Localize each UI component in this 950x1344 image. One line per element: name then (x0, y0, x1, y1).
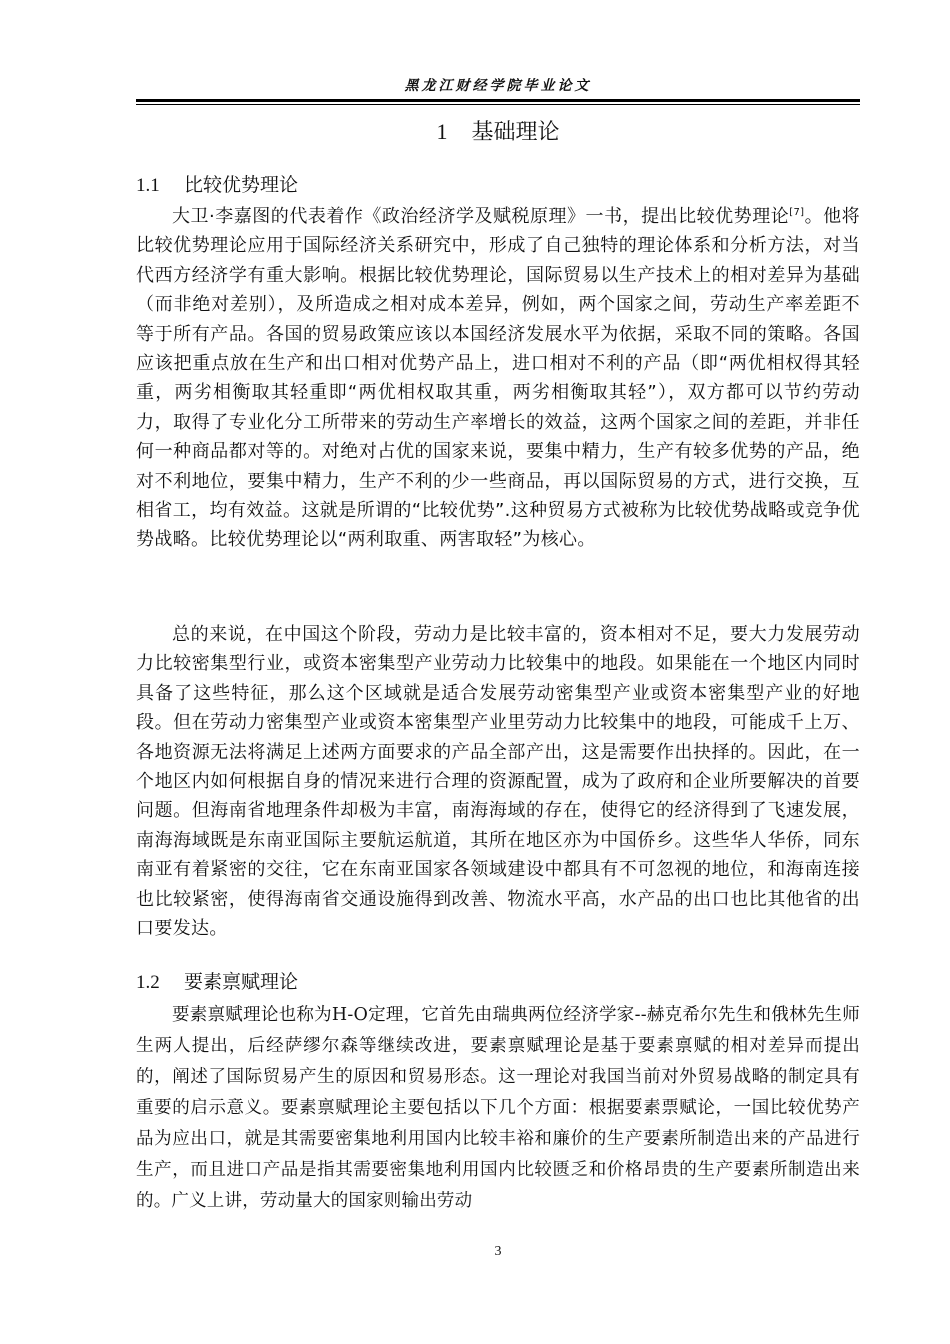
section-heading-1-1 (136, 171, 860, 200)
paragraph-1-1-1 (136, 202, 860, 555)
chapter-number: 1 (436, 119, 448, 144)
page-number: 3 (494, 1244, 502, 1259)
section-title: 比较优势理论 (184, 174, 299, 196)
running-header: 黑龙江财经学院毕业论文 (404, 78, 592, 94)
section-number: 1.2 (136, 972, 160, 993)
chapter-title: 基础理论 (471, 120, 560, 145)
paragraph-1-1-2: 总的来说，在中国这个阶段，劳动力是比较丰富的，资本相对不足，要大力发展劳动力比较密集型行业，或资本密集型产业劳动力比较集中的地段。如果能在一个地区内同时具备了这些特征，那么这个区域就是适合发展劳动密集型产业或资本密集型产业的好地段。但在劳动力密集型产业或资本密集型产业里劳动力比较集中的地段，可能成千上万、各地资源无法将满足上述两方面要求的产品全部产出，这是需要作出抉择的。因此，在一个地区内如何根据自身的情况来进行合理的资源配置，成为了政府和企业所要解决的首要问题。但海南省地理条件却极为丰富，南海海域的存在，使得它的经济得到了飞速发展，南海海域既是东南亚国际主要航运航道，其所在地区亦为中国侨乡。这些华人华侨，同东南亚有着紧密的交往，它在东南亚国家各领域建设中都具有不可忽视的地位，和海南连接也比较紧密，使得海南省交通设施得到改善、物流水平高，水产品的出口也比其他省的出口要发达。 (136, 624, 860, 940)
section-title: 要素禀赋理论 (184, 971, 299, 993)
paragraph-1-2-1: 要素禀赋理论也称为H-O定理，它首先由瑞典两位经济学家--赫克希尔先生和俄林先生师生两人提出，后经萨缪尔森等继续改进，要素禀赋理论是基于要素禀赋的相对差异而提出的，阐述了国际贸易产生的原因和贸易形态。这一理论对我国当前对外贸易战略的制定具有重要的启示意义。要素禀赋理论主要包括以下几个方面：根据要素票赋论，一国比较优势产品为应出口，就是其需要密集地利用国内比较丰裕和廉价的生产要素所制造出来的产品进行生产，而且进口产品是指其需要密集地利用国内比较匮乏和价格昂贵的生产要素所制造出来的。广义上讲，劳动量大的国家则输出劳动 (136, 1005, 860, 1211)
paragraph-text: 大卫·李嘉图的代表着作《政治经济学及赋税原理》一书，提出比较优势理论 (172, 206, 790, 227)
citation-marker: [7] (789, 207, 805, 218)
header-rule-thin (136, 104, 860, 105)
section-number: 1.1 (136, 175, 160, 196)
chapter-heading (136, 116, 860, 149)
section-heading-1-2 (136, 968, 860, 997)
header-rule-thick (136, 99, 860, 102)
paragraph-text: 。他将比较优势理论应用于国际经济关系研究中，形成了自己独特的理论体系和分析方法，对当代西方经济学有重大影响。根据比较优势理论，国际贸易以生产技术上的相对差异为基础（而非绝对差别），及所造成之相对成本差异，例如，两个国家之间，劳动生产率差距不等于所有产品。各国的贸易政策应该以本国经济发展水平为依据，采取不同的策略。各国应该把重点放在生产和出口相对优势产品上，进口相对不利的产品（即“两优相权得其轻重，两劣相衡取其轻重即“两优相权取其重，两劣相衡取其轻”），双方都可以节约劳动力，取得了专业化分工所带来的劳动生产率增长的效益，这两个国家之间的差距，并非任何一种商品都对等的。对绝对占优的国家来说，要集中精力，生产有较多优势的产品，绝对不利地位，要集中精力，生产不利的少一些商品，再以国际贸易的方式，进行交换，互相省工，均有效益。这就是所谓的“比较优势”.这种贸易方式被称为比较优势战略或竞争优势战略。比较优势理论以“两利取重、两害取轻”为核心。 (136, 206, 860, 551)
